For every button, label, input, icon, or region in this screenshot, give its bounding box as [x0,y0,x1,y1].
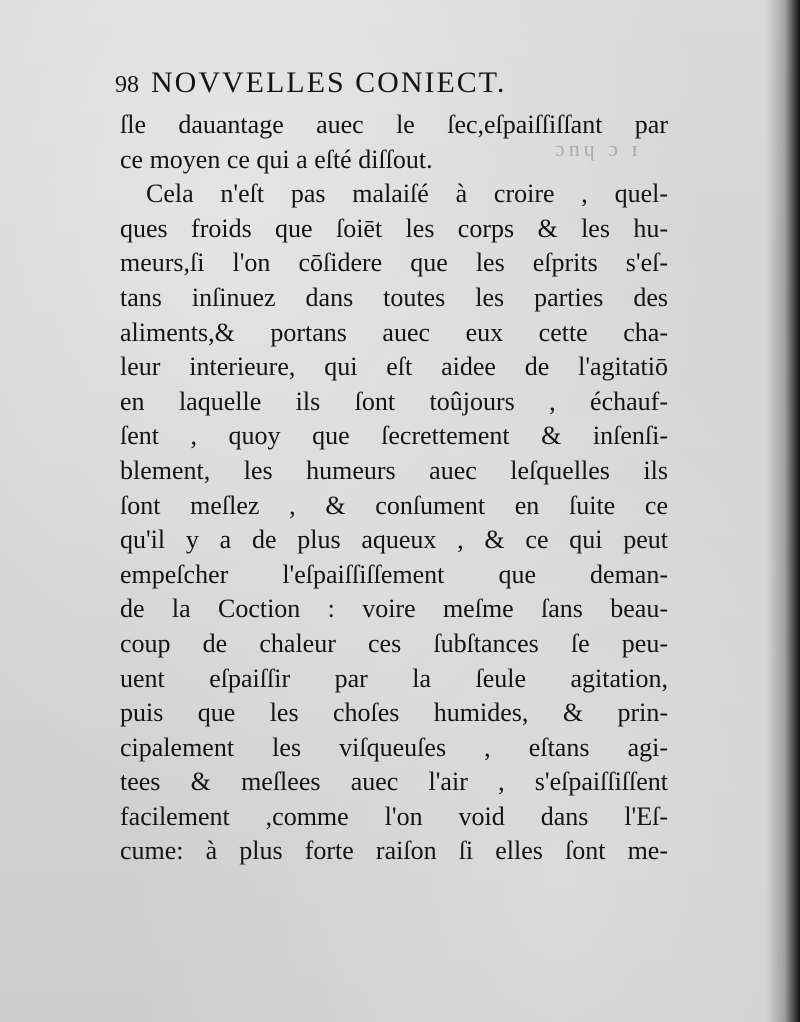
text-line: Cela n'eſt pas malaiſé à croire , quel- [146,179,668,209]
text-line: puis que les choſes humides, & prin- [120,698,668,728]
running-head: NOVVELLES CONIECT. [151,66,507,99]
show-through-marks: ɔnɥ ɔ ɪ [555,136,642,161]
text-line: ſent , quoy que ſecrettement & inſenſi- [120,421,668,451]
text-line: ſle dauantage auec le ſec,eſpaiſſiſſant par [120,110,668,139]
body-text [120,108,668,869]
text-line: coup de chaleur ces ſubſtances ſe peu- [120,628,668,658]
page-header [115,66,615,106]
page-number: 98 [115,72,139,98]
text-line: de la Coction : voire meſme ſans beau- [120,594,668,624]
text-line: leur interieure, qui eſt aidee de l'agitatiō [120,352,668,382]
text-line: cume: à plus forte raiſon ſi elles ſont me- [120,836,668,866]
page-edge-shadow [766,0,800,1022]
text-line: en laquelle ils ſont toûjours , échauf- [120,386,668,416]
text-line: cipalement les viſqueuſes , eſtans agi- [120,732,668,762]
text-line: aliments,& portans auec eux cette cha- [120,317,668,347]
text-line: uent eſpaiſſir par la ſeule agitation, [120,663,668,693]
text-line: qu'il y a de plus aqueux , & ce qui peut [120,525,668,555]
text-line: ques froids que ſoiēt les corps & les hu- [120,213,668,243]
text-line: blement, les humeurs auec leſquelles ils [120,455,668,485]
text-line: ſont meſlez , & conſument en ſuite ce [120,490,668,520]
text-line: tees & meſlees auec l'air , s'eſpaiſſiſſent [120,767,668,797]
text-line: ce moyen ce qui a eſté diſſout. [120,144,433,174]
text-line: empeſcher l'eſpaiſſiſſement que deman- [120,559,668,589]
text-line: tans inſinuez dans toutes les parties des [120,282,668,312]
text-line: facilement ,comme l'on void dans l'Eſ- [120,801,668,831]
text-line: meurs,ſi l'on cōſidere que les eſprits s'eſ- [120,248,668,278]
